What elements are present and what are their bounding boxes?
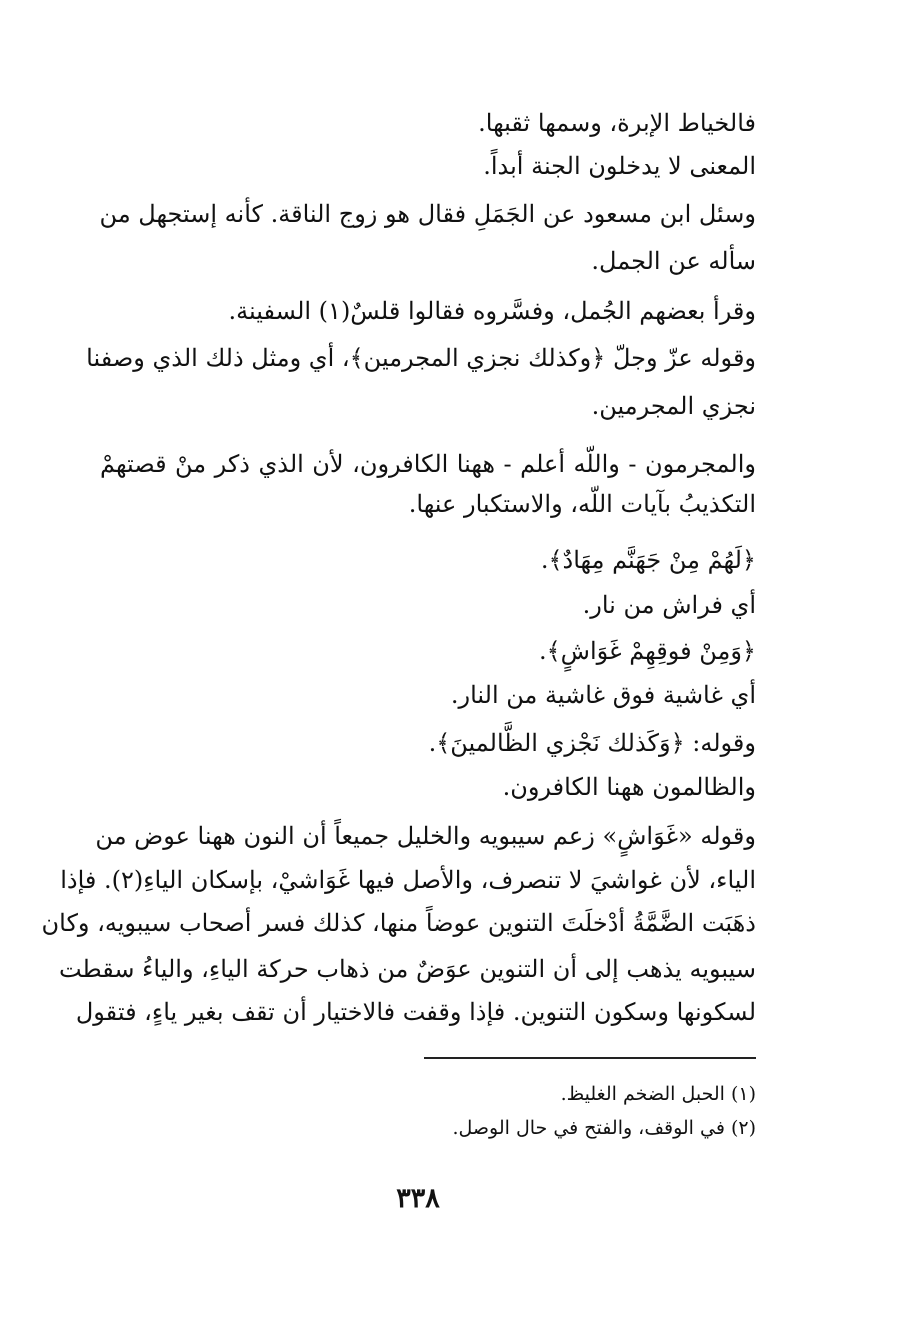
text-line-17: الياء، لأن غواشيَ لا تنصرف، والأصل فيها غَوَاشيْ، بإسكان الياءِ(٢). فإذا (60, 866, 756, 894)
text-line-2: المعنى لا يدخلون الجنة أبداً. (483, 152, 756, 180)
text-line-11: أي فراش من نار. (582, 591, 756, 619)
text-line-9: التكذيبُ بآيات اللّه، والاستكبار عنها. (408, 490, 756, 518)
quran-verse-line: وقوله: ﴿وَكَذلك نَجْزي الظَّالمينَ﴾. (428, 729, 756, 757)
text-line-18: ذهَبَت الضَّمَّةُ أدْخلَتَ التنوين عوضاً منها، كذلك فسر أصحاب سيبويه، وكان (41, 909, 756, 937)
text-line-5: وقرأ بعضهم الجُمل، وفسَّروه فقالوا قلسٌ(١) السفينة. (228, 297, 756, 325)
footnote-2: (٢) في الوقف، والفتح في حال الوصل. (452, 1117, 756, 1139)
page-number: ٣٣٨ (396, 1183, 440, 1214)
text-line-6: وقوله عزّ وجلّ ﴿وكذلك نجزي المجرمين﴾، أي ومثل ذلك الذي وصفنا (86, 344, 756, 372)
text-line-7: نجزي المجرمين. (591, 392, 756, 420)
quran-verse-line: ﴿لَهُمْ مِنْ جَهَنَّم مِهَادٌ﴾. (540, 546, 756, 574)
text-line-4: سأله عن الجمل. (591, 247, 756, 275)
text-line-8: والمجرمون - واللّه أعلم - ههنا الكافرون، لأن الذي ذكر منْ قصتهمْ (100, 450, 756, 478)
footnote-divider (424, 1057, 756, 1059)
text-line-13: أي غاشية فوق غاشية من النار. (450, 681, 756, 709)
text-line-16: وقوله «غَوَاشٍ» زعم سيبويه والخليل جميعاً أن النون ههنا عوض من (95, 822, 756, 850)
text-line-20: لسكونها وسكون التنوين. فإذا وقفت فالاختيار أن تقف بغير ياءٍ، فتقول (75, 998, 756, 1026)
footnote-1: (١) الحبل الضخم الغليظ. (560, 1083, 756, 1105)
text-line-15: والظالمون ههنا الكافرون. (502, 773, 756, 801)
text-line-3: وسئل ابن مسعود عن الجَمَلِ فقال هو زوج الناقة. كأنه إستجهل من (99, 200, 756, 228)
text-line-19: سيبويه يذهب إلى أن التنوين عوَضٌ من ذهاب حركة الياءِ، والياءُ سقطت (58, 955, 756, 983)
text-line-1: فالخياط الإبرة، وسمها ثقبها. (478, 109, 756, 137)
quran-verse-line: ﴿وَمِنْ فوقِهِمْ غَوَاشٍ﴾. (538, 637, 756, 665)
